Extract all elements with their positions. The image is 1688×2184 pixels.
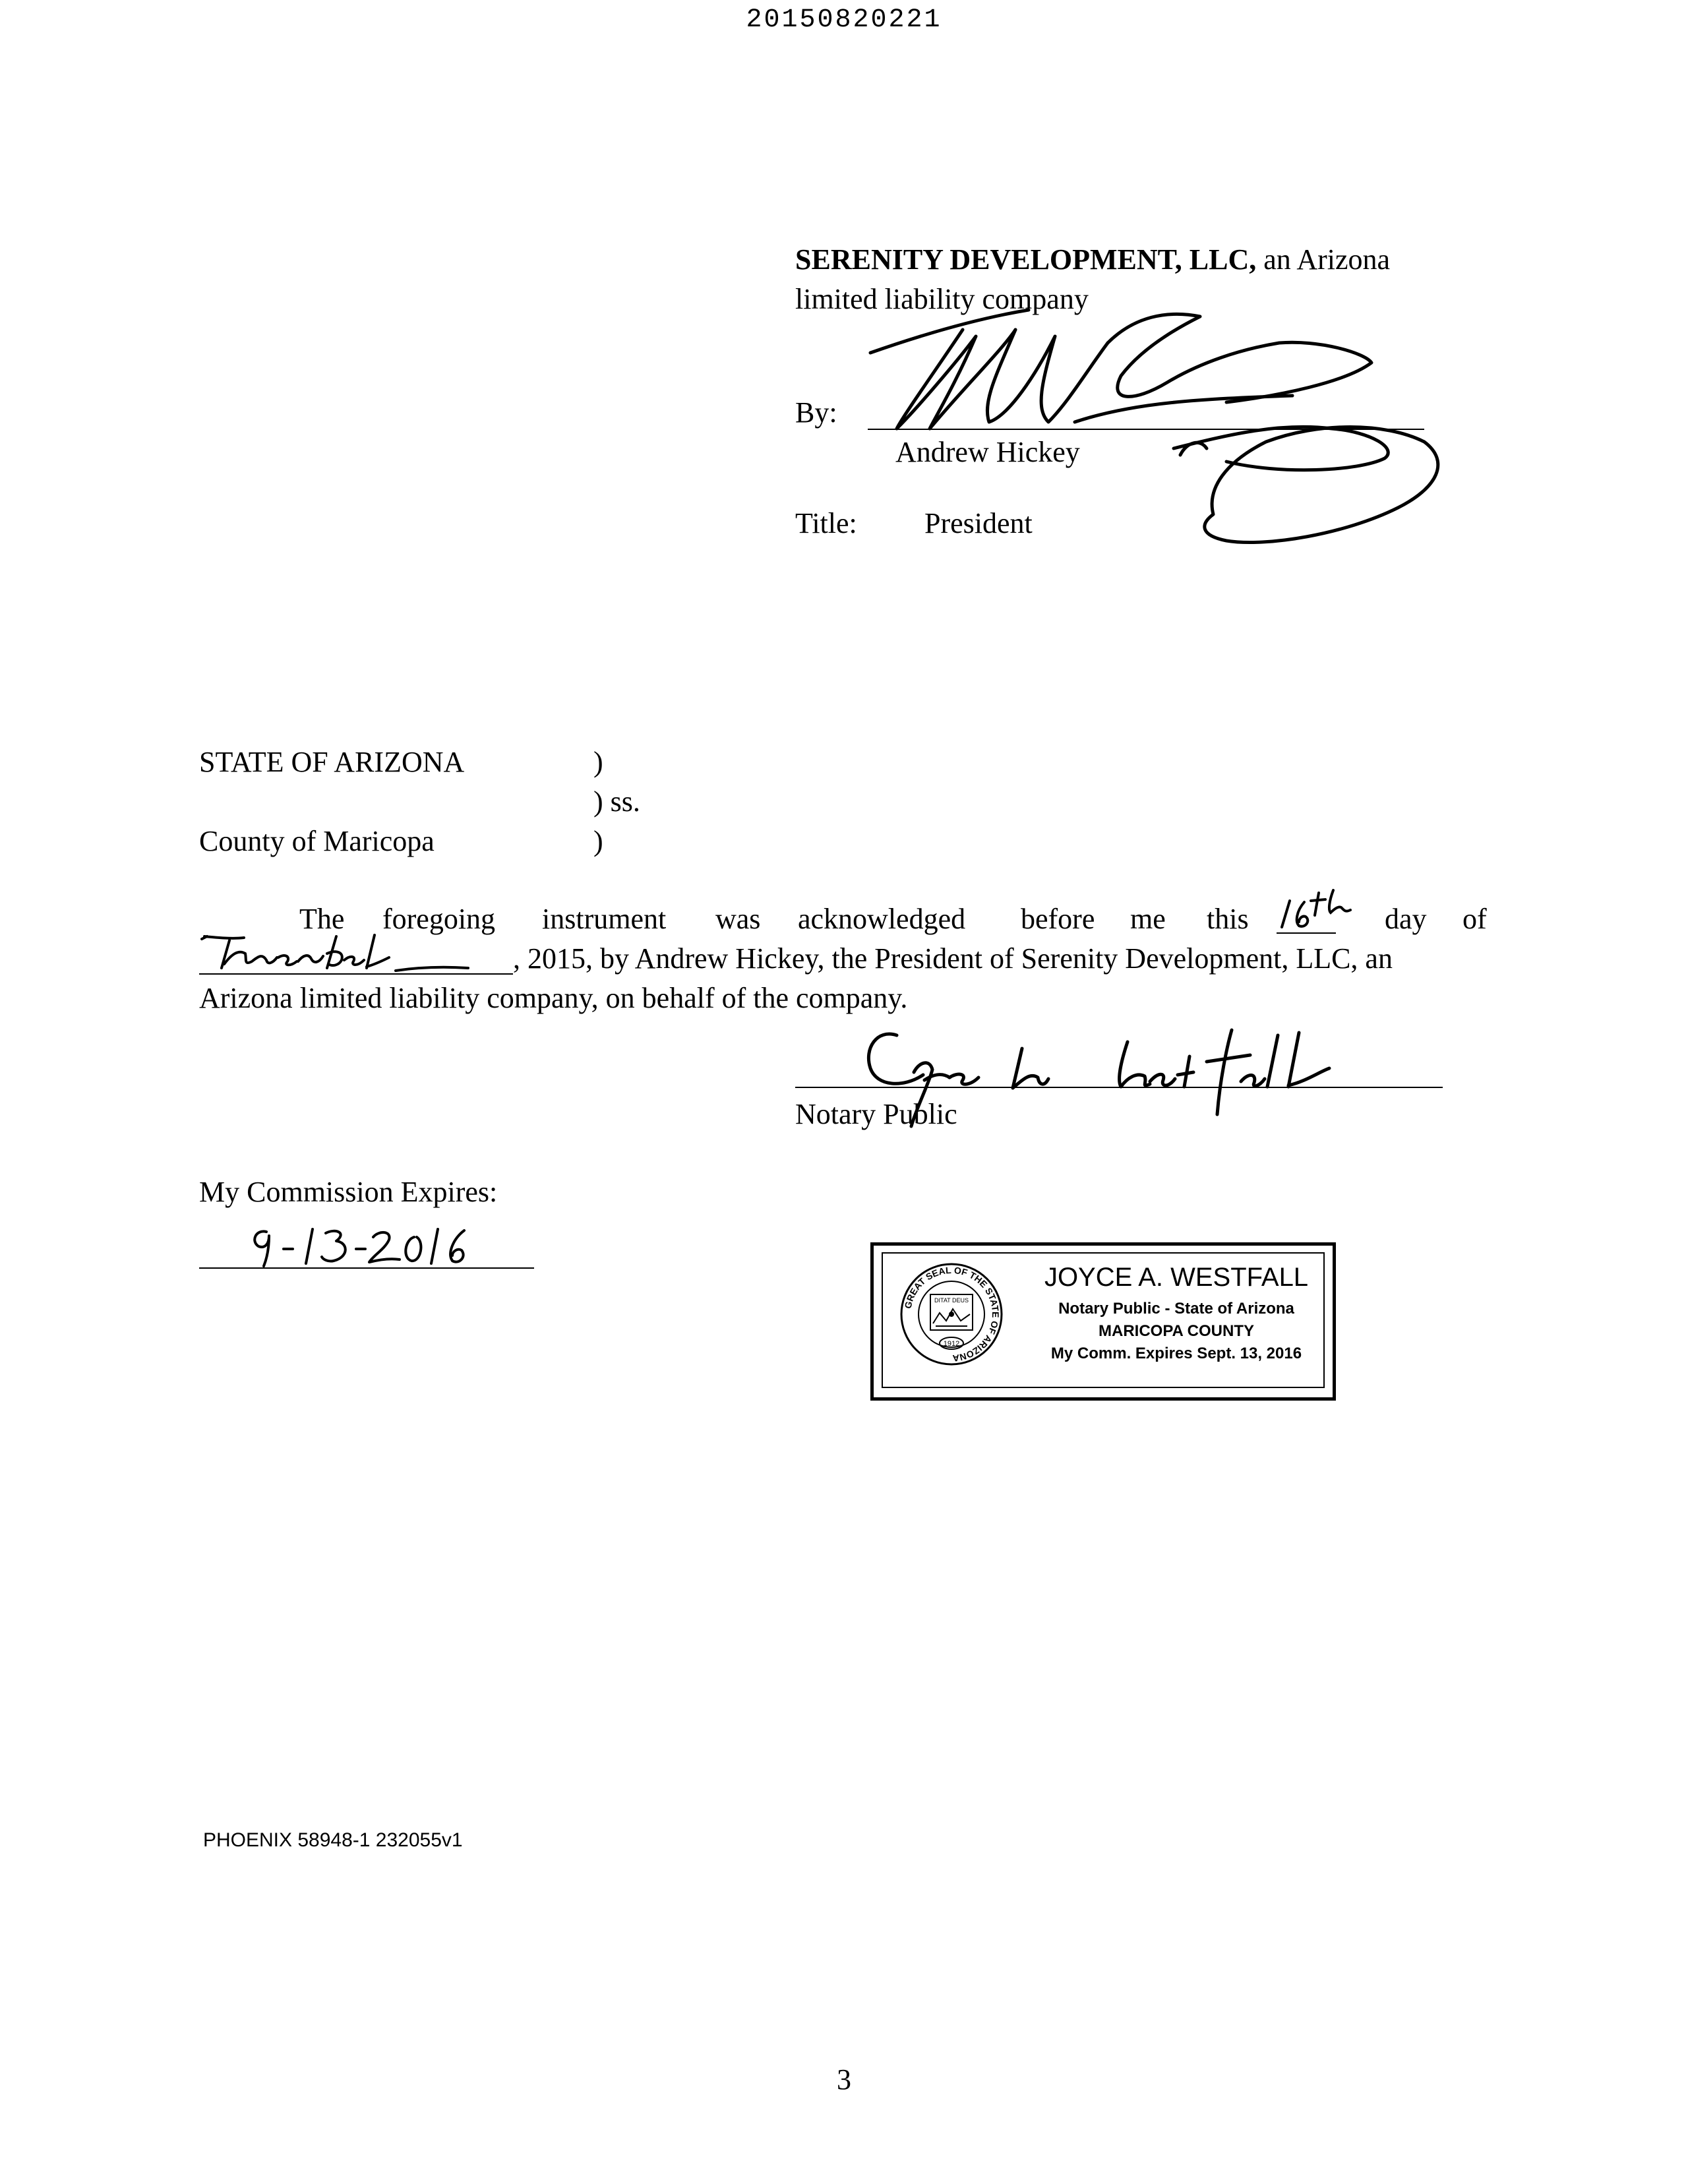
venue-paren-1: ) — [593, 746, 603, 778]
title-value: President — [924, 507, 1033, 539]
stamp-line-2: Notary Public - State of Arizona — [1058, 1300, 1294, 1318]
ack-word-7: me — [1130, 903, 1166, 935]
arizona-seal-icon — [899, 1260, 1004, 1368]
ack-day: day — [1385, 903, 1427, 935]
company-line — [795, 243, 1390, 276]
venue-paren-3: ) — [593, 825, 603, 857]
company-desc-line2: limited liability company — [795, 283, 1089, 315]
stamp-notary-name: JOYCE A. WESTFALL — [1044, 1263, 1309, 1292]
company-name: SERENITY DEVELOPMENT, LLC, — [795, 243, 1257, 276]
stamp-line-4: My Comm. Expires Sept. 13, 2016 — [1050, 1345, 1302, 1362]
page-number: 3 — [837, 2063, 851, 2096]
notary-public-label: Notary Public — [795, 1098, 957, 1130]
ack-word-5: acknowledged — [798, 903, 966, 935]
andrew-hickey-signature — [857, 290, 1451, 567]
by-label: By: — [795, 396, 837, 429]
company-desc-line1: an Arizona — [1256, 243, 1391, 276]
stamp-line-3: MARICOPA COUNTY — [1099, 1322, 1254, 1340]
month-handwritten — [198, 927, 475, 977]
recording-number: 20150820221 — [746, 5, 942, 35]
ack-line2: , 2015, by Andrew Hickey, the President of Serenity Development, LLC, an — [513, 942, 1393, 975]
ack-word-4: was — [715, 903, 761, 935]
day-handwritten — [1273, 888, 1358, 934]
ack-word-1: The — [299, 903, 345, 935]
ack-word-6: before — [1021, 903, 1095, 935]
venue-ss: ) ss. — [593, 785, 640, 818]
commission-label: My Commission Expires: — [199, 1176, 498, 1208]
notary-stamp — [870, 1242, 1336, 1401]
seal-year: 1912 — [943, 1340, 960, 1348]
signer-name: Andrew Hickey — [895, 436, 1080, 468]
notary-stamp-inner-border — [882, 1252, 1325, 1388]
ack-word-8: this — [1207, 903, 1249, 935]
ack-word-3: instrument — [542, 903, 667, 935]
seal-ring-text: GREAT SEAL OF THE STATE OF ARIZONA — [902, 1264, 1002, 1364]
seal-motto: DITAT DEUS — [934, 1297, 969, 1304]
ack-line3: Arizona limited liability company, on behalf of the company. — [199, 982, 908, 1014]
commission-date-handwritten — [244, 1223, 481, 1270]
title-label: Title: — [795, 507, 857, 539]
venue-county: County of Maricopa — [199, 825, 435, 857]
venue-state: STATE OF ARIZONA — [199, 746, 465, 778]
ack-word-2: foregoing — [382, 903, 496, 935]
ack-of: of — [1462, 903, 1487, 935]
footer-doc-id: PHOENIX 58948-1 232055v1 — [203, 1829, 463, 1851]
